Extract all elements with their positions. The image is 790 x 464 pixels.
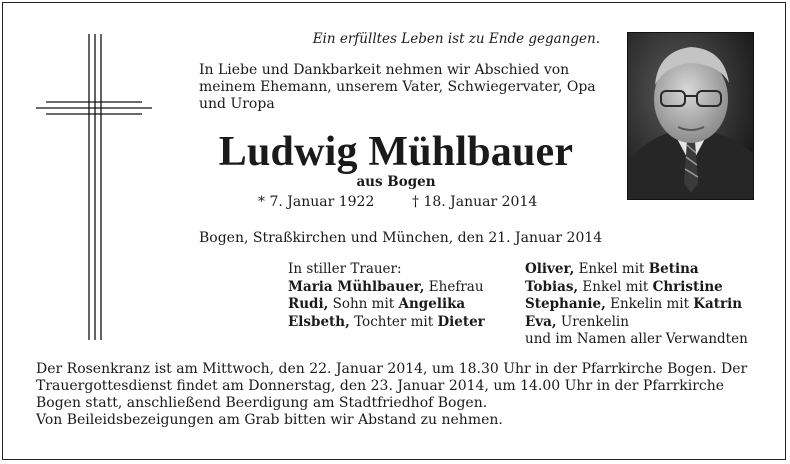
cross-icon	[36, 34, 152, 340]
birth-date: * 7. Januar 1922	[258, 194, 375, 210]
mourners-right-column	[525, 261, 748, 349]
mourner-line: Rudi, Sohn mit Angelika	[288, 296, 466, 312]
intro-text: In Liebe und Dankbarkeit nehmen wir Abschied von meinem Ehemann, unserem Vater, Schwiegervater, Opa und Uropa	[199, 62, 596, 112]
portrait-photo	[627, 32, 754, 200]
mourner-line: und im Namen aller Verwandten	[525, 331, 748, 347]
mourner-line: Oliver, Enkel mit Betina	[525, 261, 699, 277]
services-section	[36, 361, 758, 429]
mourners-left-column	[288, 261, 485, 331]
mourner-line: Maria Mühlbauer, Ehefrau	[288, 278, 484, 295]
mourner-line: In stiller Trauer:	[288, 261, 402, 277]
condolence-note: Von Beileidsbezeigungen am Grab bitten wir Abstand zu nehmen.	[36, 412, 503, 428]
mourner-line: Tobias, Enkel mit Christine	[525, 278, 723, 295]
deceased-name: Ludwig Mühlbauer	[218, 129, 574, 175]
services-text: Der Rosenkranz ist am Mittwoch, den 22. Januar 2014, um 18.30 Uhr in der Pfarrkirche Bogen. Der Trauergottesdienst findet am Donnerstag, den 23. Januar 2014, um 14.00 Uhr in der Pfarrkirche Bogen statt, anschließend Beerdigung am Stadtfriedhof Bogen.	[36, 361, 748, 411]
origin: aus Bogen	[356, 174, 436, 190]
mourner-line: Stephanie, Enkelin mit Katrin	[525, 296, 743, 312]
mourner-line: Eva, Urenkelin	[525, 313, 629, 330]
mourner-line: Elsbeth, Tochter mit Dieter	[288, 313, 485, 330]
motto: Ein erfülltes Leben ist zu Ende gegangen.	[312, 31, 600, 47]
place-and-date: Bogen, Straßkirchen und München, den 21. Januar 2014	[199, 230, 603, 246]
death-date: † 18. Januar 2014	[412, 194, 538, 210]
